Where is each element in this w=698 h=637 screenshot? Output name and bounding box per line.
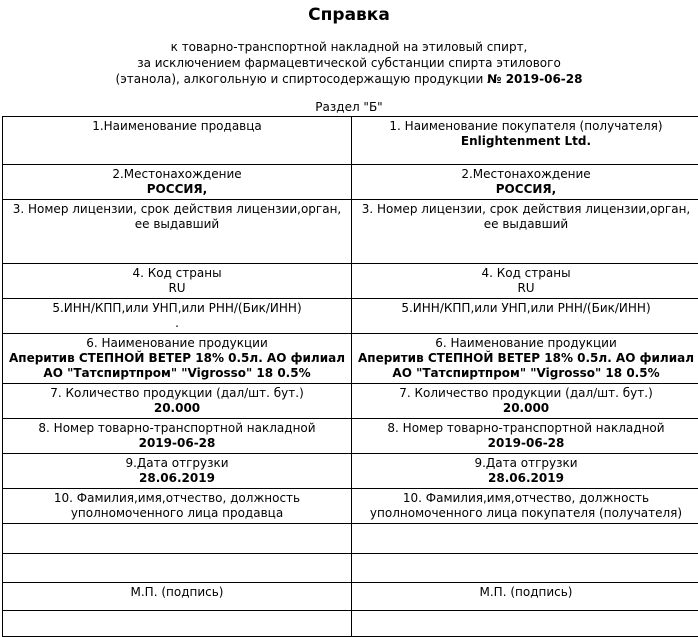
seller-person-cell <box>3 489 352 524</box>
seller-date-value: 28.06.2019 <box>5 471 349 486</box>
buyer-blank-2 <box>352 554 698 583</box>
seller-waybill-label: 8. Номер товарно-транспортной накладной <box>5 421 349 436</box>
buyer-stamp-label: М.П. (подпись) <box>354 585 698 600</box>
seller-stamp-cell <box>3 583 352 611</box>
seller-quantity-label: 7. Количество продукции (дал/шт. бут.) <box>5 386 349 401</box>
certificate-table <box>2 116 698 637</box>
document-subtitle <box>0 39 698 87</box>
buyer-country-value: RU <box>354 281 698 296</box>
buyer-product-value-2: АО "Татспиртпром" "Vigrosso" 18 0.5% <box>354 366 698 381</box>
seller-product-value-2: АО "Татспиртпром" "Vigrosso" 18 0.5% <box>5 366 349 381</box>
seller-location-value: РОССИЯ, <box>5 182 349 197</box>
buyer-country-label: 4. Код страны <box>354 266 698 281</box>
row-license <box>3 200 698 264</box>
buyer-blank-1 <box>352 524 698 554</box>
seller-country-value: RU <box>5 281 349 296</box>
seller-date-label: 9.Дата отгрузки <box>5 456 349 471</box>
row-inn <box>3 299 698 334</box>
buyer-quantity-cell <box>352 384 698 419</box>
subtitle-line-2: за исключением фармацевтической субстанции спирта этилового <box>0 55 698 71</box>
seller-location-cell <box>3 165 352 200</box>
section-label: Раздел "Б" <box>0 100 698 114</box>
buyer-country-cell <box>352 264 698 299</box>
subtitle-line-1: к товарно-транспортной накладной на этиловый спирт, <box>0 39 698 55</box>
seller-name-label: 1.Наименование продавца <box>5 119 349 134</box>
row-blank-2 <box>3 554 698 583</box>
buyer-product-value-1: Аперитив СТЕПНОЙ ВЕТЕР 18% 0.5л. АО филиал <box>354 351 698 366</box>
seller-stamp-label: М.П. (подпись) <box>5 585 349 600</box>
document-title: Справка <box>0 5 698 25</box>
seller-blank-3 <box>3 611 352 637</box>
seller-license-label: 3. Номер лицензии, срок действия лицензии,орган, ее выдавший <box>5 202 349 232</box>
seller-person-label-1: 10. Фамилия,имя,отчество, должность <box>5 491 349 506</box>
buyer-person-label-2: уполномоченного лица покупателя (получателя) <box>354 506 698 521</box>
document-number: № 2019-06-28 <box>487 72 582 86</box>
seller-product-value-1: Аперитив СТЕПНОЙ ВЕТЕР 18% 0.5л. АО филиал <box>5 351 349 366</box>
seller-country-cell <box>3 264 352 299</box>
buyer-date-label: 9.Дата отгрузки <box>354 456 698 471</box>
seller-blank-1 <box>3 524 352 554</box>
buyer-blank-3 <box>352 611 698 637</box>
seller-inn-label: 5.ИНН/КПП,или УНП,или РНН/(Бик/ИНН) <box>5 301 349 316</box>
row-country <box>3 264 698 299</box>
seller-location-label: 2.Местонахождение <box>5 167 349 182</box>
buyer-person-cell <box>352 489 698 524</box>
row-product <box>3 334 698 384</box>
buyer-name-cell <box>352 117 698 165</box>
row-waybill <box>3 419 698 454</box>
subtitle-line-3 <box>0 71 698 87</box>
row-stamp <box>3 583 698 611</box>
seller-date-cell <box>3 454 352 489</box>
buyer-location-label: 2.Местонахождение <box>354 167 698 182</box>
row-location <box>3 165 698 200</box>
row-quantity <box>3 384 698 419</box>
buyer-product-cell <box>352 334 698 384</box>
seller-waybill-value: 2019-06-28 <box>5 436 349 451</box>
buyer-date-value: 28.06.2019 <box>354 471 698 486</box>
seller-waybill-cell <box>3 419 352 454</box>
buyer-stamp-cell <box>352 583 698 611</box>
subtitle-line-3-text: (этанола), алкогольную и спиртосодержащую продукции <box>116 72 484 86</box>
seller-inn-value: . <box>5 316 349 331</box>
row-person <box>3 489 698 524</box>
seller-product-cell <box>3 334 352 384</box>
buyer-license-cell <box>352 200 698 264</box>
seller-inn-cell <box>3 299 352 334</box>
buyer-inn-label: 5.ИНН/КПП,или УНП,или РНН/(Бик/ИНН) <box>354 301 698 316</box>
buyer-waybill-value: 2019-06-28 <box>354 436 698 451</box>
buyer-location-cell <box>352 165 698 200</box>
seller-license-cell <box>3 200 352 264</box>
seller-blank-2 <box>3 554 352 583</box>
buyer-quantity-value: 20.000 <box>354 401 698 416</box>
row-blank-3 <box>3 611 698 637</box>
buyer-location-value: РОССИЯ, <box>354 182 698 197</box>
seller-person-label-2: уполномоченного лица продавца <box>5 506 349 521</box>
buyer-date-cell <box>352 454 698 489</box>
buyer-license-label: 3. Номер лицензии, срок действия лицензии,орган, ее выдавший <box>354 202 698 232</box>
row-blank-1 <box>3 524 698 554</box>
buyer-name-value: Enlightenment Ltd. <box>354 134 698 149</box>
buyer-quantity-label: 7. Количество продукции (дал/шт. бут.) <box>354 386 698 401</box>
buyer-waybill-cell <box>352 419 698 454</box>
buyer-name-label: 1. Наименование покупателя (получателя) <box>354 119 698 134</box>
seller-quantity-cell <box>3 384 352 419</box>
buyer-waybill-label: 8. Номер товарно-транспортной накладной <box>354 421 698 436</box>
buyer-inn-cell <box>352 299 698 334</box>
row-ship-date <box>3 454 698 489</box>
buyer-person-label-1: 10. Фамилия,имя,отчество, должность <box>354 491 698 506</box>
buyer-product-label: 6. Наименование продукции <box>354 336 698 351</box>
seller-name-cell <box>3 117 352 165</box>
seller-quantity-value: 20.000 <box>5 401 349 416</box>
seller-country-label: 4. Код страны <box>5 266 349 281</box>
row-name <box>3 117 698 165</box>
seller-product-label: 6. Наименование продукции <box>5 336 349 351</box>
